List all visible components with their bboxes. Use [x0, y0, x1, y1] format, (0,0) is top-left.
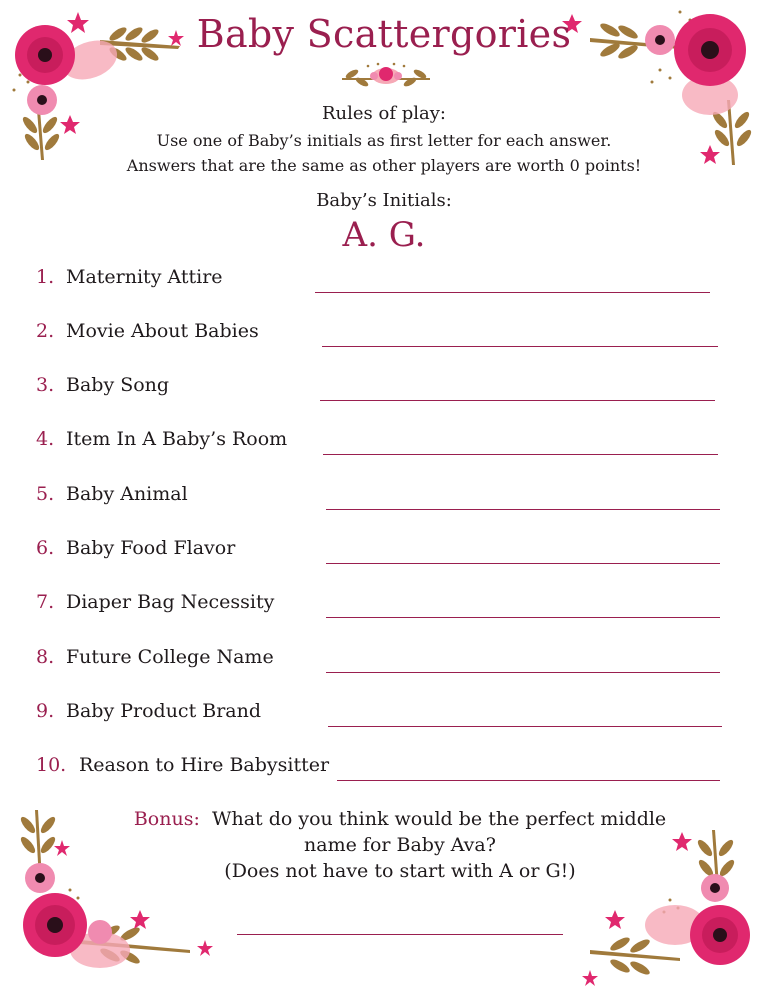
bonus-answer-line[interactable]: [237, 934, 563, 935]
bonus-label: Bonus:: [133, 808, 200, 830]
question-number: 6.: [36, 537, 55, 559]
question-text: Baby Product Brand: [66, 700, 262, 722]
question-row-8: [0, 646, 768, 686]
initials-value: A. G.: [342, 215, 426, 255]
question-number: 4.: [36, 428, 55, 450]
question-text: Baby Song: [66, 374, 170, 396]
page-title: Baby Scattergories: [196, 12, 572, 56]
question-row-1: [0, 266, 768, 306]
question-row-4: [0, 428, 768, 468]
answer-line[interactable]: [328, 726, 722, 727]
question-row-7: [0, 591, 768, 631]
title-floral-ornament: [338, 60, 434, 90]
answer-line[interactable]: [326, 563, 720, 564]
answer-line[interactable]: [320, 400, 715, 401]
question-number: 9.: [36, 700, 55, 722]
question-text: Maternity Attire: [66, 266, 223, 288]
question-row-3: [0, 374, 768, 414]
answer-line[interactable]: [326, 672, 720, 673]
initials-label: Baby’s Initials:: [316, 190, 452, 211]
question-row-5: [0, 483, 768, 523]
question-text: Baby Food Flavor: [66, 537, 236, 559]
question-text: Diaper Bag Necessity: [66, 591, 275, 613]
answer-line[interactable]: [326, 509, 720, 510]
question-number: 8.: [36, 646, 55, 668]
answer-line[interactable]: [323, 454, 718, 455]
question-text: Movie About Babies: [66, 320, 259, 342]
question-number: 7.: [36, 591, 55, 613]
answer-line[interactable]: [337, 780, 720, 781]
answer-line[interactable]: [326, 617, 720, 618]
question-text: Baby Animal: [66, 483, 188, 505]
rule-line-1: Use one of Baby’s initials as first letter for each answer.: [156, 131, 612, 150]
bonus-text-line-3: (Does not have to start with A or G!): [224, 860, 576, 882]
question-text: Item In A Baby’s Room: [66, 428, 288, 450]
answer-line[interactable]: [322, 346, 718, 347]
question-text: Reason to Hire Babysitter: [79, 754, 330, 776]
rules-heading: Rules of play:: [322, 103, 446, 124]
question-row-6: [0, 537, 768, 577]
rule-line-2: Answers that are the same as other players are worth 0 points!: [126, 156, 642, 175]
question-row-10: [0, 754, 768, 794]
question-row-9: [0, 700, 768, 740]
question-number: 5.: [36, 483, 55, 505]
answer-line[interactable]: [315, 292, 710, 293]
question-number: 10.: [36, 754, 67, 776]
bonus-text-line-2: name for Baby Ava?: [304, 834, 496, 856]
question-number: 1.: [36, 266, 55, 288]
question-text: Future College Name: [66, 646, 274, 668]
question-number: 2.: [36, 320, 55, 342]
question-row-2: [0, 320, 768, 360]
bonus-question: [120, 806, 680, 884]
bonus-text-line-1: What do you think would be the perfect middle: [211, 808, 667, 830]
question-number: 3.: [36, 374, 55, 396]
